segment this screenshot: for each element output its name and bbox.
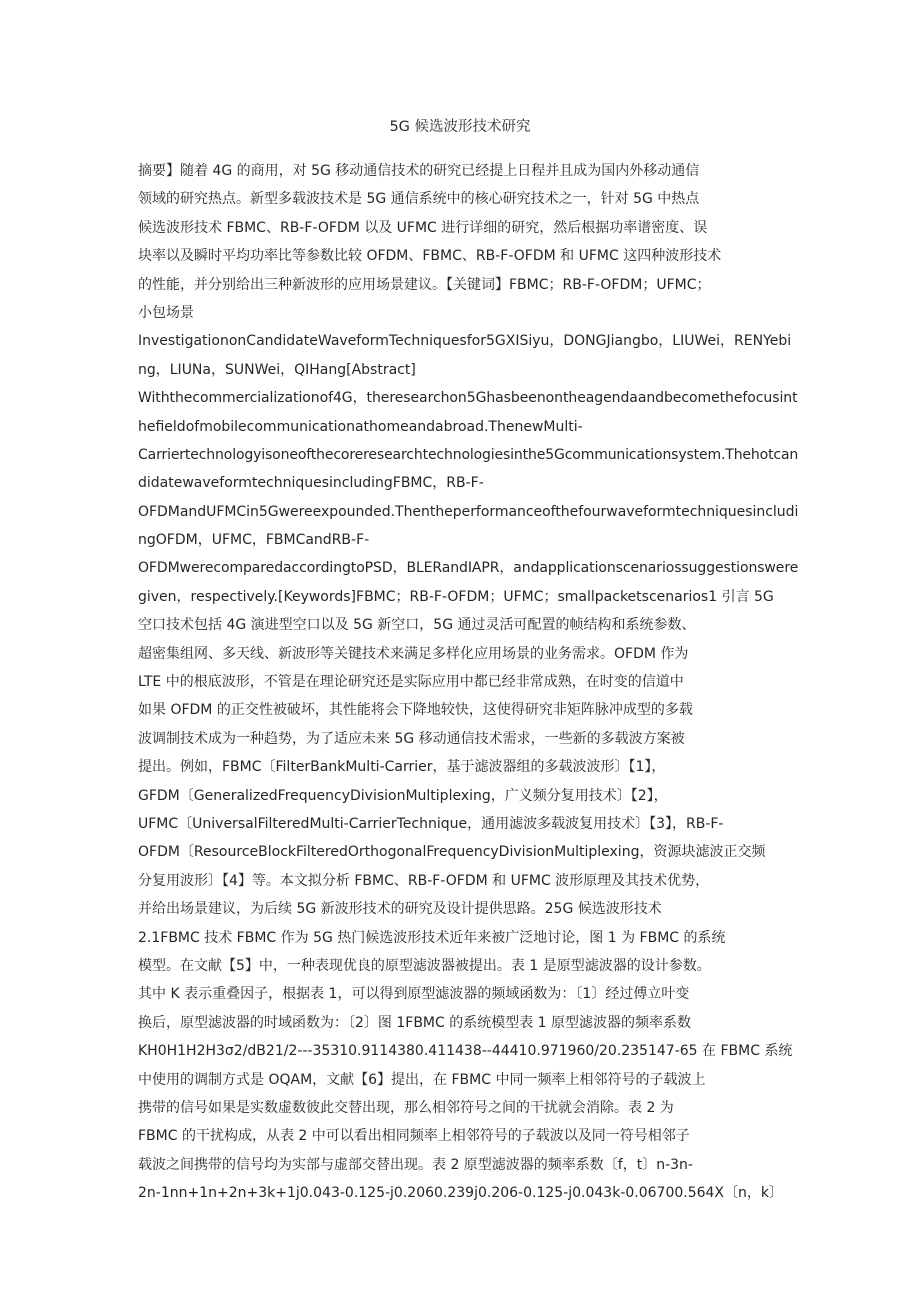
- text-line: 2n-1nn+1n+2n+3k+1j0.043-0.125-j0.2060.239j0.206-0.125-j0.043k-0.06700.564X〔n，k〕: [138, 1185, 784, 1202]
- text-line: Withthecommercializationof4G，theresearchon5Ghasbeenontheagendaandbecomethefocusint: [138, 390, 798, 407]
- text-line: 其中 K 表示重叠因子，根据表 1，可以得到原型滤波器的频域函数为：〔1〕经过傅立叶变: [138, 986, 690, 1003]
- text-line: 携带的信号如果是实数虚数彼此交替出现，那么相邻符号之间的干扰就会消除。表 2 为: [138, 1099, 674, 1116]
- text-line: InvestigationonCandidateWaveformTechniquesfor5GXISiyu，DONGJiangbo，LIUWei，RENYebi: [138, 333, 792, 350]
- text-line: 分复用波形〕【4】等。本文拟分析 FBMC、RB-F-OFDM 和 UFMC 波形原理及其技术优势，: [138, 872, 710, 889]
- text-line: hefieldofmobilecommunicationathomeandabroad.ThenewMulti-: [138, 418, 583, 435]
- text-line: 候选波形技术 FBMC、RB-F-OFDM 以及 UFMC 进行详细的研究，然后根据功率谱密度、误: [138, 219, 708, 236]
- text-line: KH0H1H2H3σ2/dB21/2---35310.9114380.411438--44410.971960/20.235147-65 在 FBMC 系统: [138, 1043, 793, 1060]
- text-line: 小包场景: [138, 304, 194, 321]
- document-title: 5G 候选波形技术研究: [389, 119, 531, 135]
- text-line: ng，LIUNa，SUNWei，QIHang[Abstract]: [138, 361, 416, 378]
- text-line: 2.1FBMC 技术 FBMC 作为 5G 热门候选波形技术近年来被广泛地讨论，图 1 为 FBMC 的系统: [138, 929, 726, 946]
- text-line: 超密集组网、多天线、新波形等关键技术来满足多样化应用场景的业务需求。OFDM 作为: [138, 645, 689, 662]
- text-line: OFDMandUFMCin5Gwereexpounded.Thentheperformanceofthefourwaveformtechniquesincludi: [138, 503, 798, 520]
- text-line: OFDM〔ResourceBlockFilteredOrthogonalFrequencyDivisionMultiplexing，资源块滤波正交频: [138, 844, 766, 861]
- text-line: didatewaveformtechniquesincludingFBMC，RB-F-: [138, 475, 484, 492]
- text-line: 并给出场景建议，为后续 5G 新波形技术的研究及设计提供思路。25G 候选波形技术: [138, 901, 662, 918]
- text-line: 模型。在文献【5】中，一种表现优良的原型滤波器被提出。表 1 是原型滤波器的设计参数。: [138, 957, 711, 974]
- text-line: LTE 中的根底波形，不管是在理论研究还是实际应用中都已经非常成熟，在时变的信道中: [138, 674, 684, 691]
- text-line: 摘要】随着 4G 的商用，对 5G 移动通信技术的研究已经提上日程并且成为国内外移动通信: [138, 163, 700, 179]
- text-line: given，respectively.[Keywords]FBMC；RB-F-OFDM；UFMC；smallpacketscenarios1 引言 5G: [138, 588, 774, 605]
- text-line: 载波之间携带的信号均为实部与虚部交替出现。表 2 原型滤波器的频率系数〔f，t〕n-3n-: [138, 1156, 693, 1173]
- text-line: 提出。例如，FBMC〔FilterBankMulti-Carrier，基于滤波器组的多载波波形〕【1】，: [138, 759, 666, 776]
- text-line: 换后，原型滤波器的时域函数为：〔2〕图 1FBMC 的系统模型表 1 原型滤波器的频率系数: [138, 1014, 692, 1031]
- document-body: [138, 157, 798, 1207]
- text-line: 如果 OFDM 的正交性被破坏，其性能将会下降地较快，这使得研究非矩阵脉冲成型的多载: [138, 702, 693, 719]
- text-line: UFMC〔UniversalFilteredMulti-CarrierTechnique，通用滤波多载波复用技术〕【3】，RB-F-: [138, 815, 724, 832]
- text-line: 块率以及瞬时平均功率比等参数比较 OFDM、FBMC、RB-F-OFDM 和 UFMC 这四种波形技术: [138, 248, 722, 265]
- text-line: 的性能，并分别给出三种新波形的应用场景建议。【关键词】FBMC；RB-F-OFDM；UFMC；: [138, 276, 711, 293]
- text-line: 空口技术包括 4G 演进型空口以及 5G 新空口，5G 通过灵活可配置的帧结构和系统参数、: [138, 617, 696, 634]
- text-line: Carriertechnologyisoneofthecoreresearchtechnologiesinthe5Gcommunicationsystem.Thehotcan: [138, 446, 798, 463]
- text-line: 领域的研究热点。新型多载波技术是 5G 通信系统中的核心研究技术之一，针对 5G 中热点: [138, 191, 700, 208]
- text-line: GFDM〔GeneralizedFrequencyDivisionMultiplexing，广义频分复用技术〕【2】，: [138, 787, 668, 804]
- text-line: FBMC 的干扰构成，从表 2 中可以看出相同频率上相邻符号的子载波以及同一符号相邻子: [138, 1128, 690, 1145]
- text-line: OFDMwerecomparedaccordingtoPSD，BLERandIAPR，andapplicationscenariossuggestionswere: [138, 560, 798, 577]
- text-line: ngOFDM，UFMC，FBMCandRB-F-: [138, 532, 370, 549]
- text-line: 中使用的调制方式是 OQAM，文献【6】提出，在 FBMC 中同一频率上相邻符号的子载波上: [138, 1071, 706, 1088]
- text-line: 波调制技术成为一种趋势，为了适应未来 5G 移动通信技术需求，一些新的多载波方案被: [138, 730, 685, 747]
